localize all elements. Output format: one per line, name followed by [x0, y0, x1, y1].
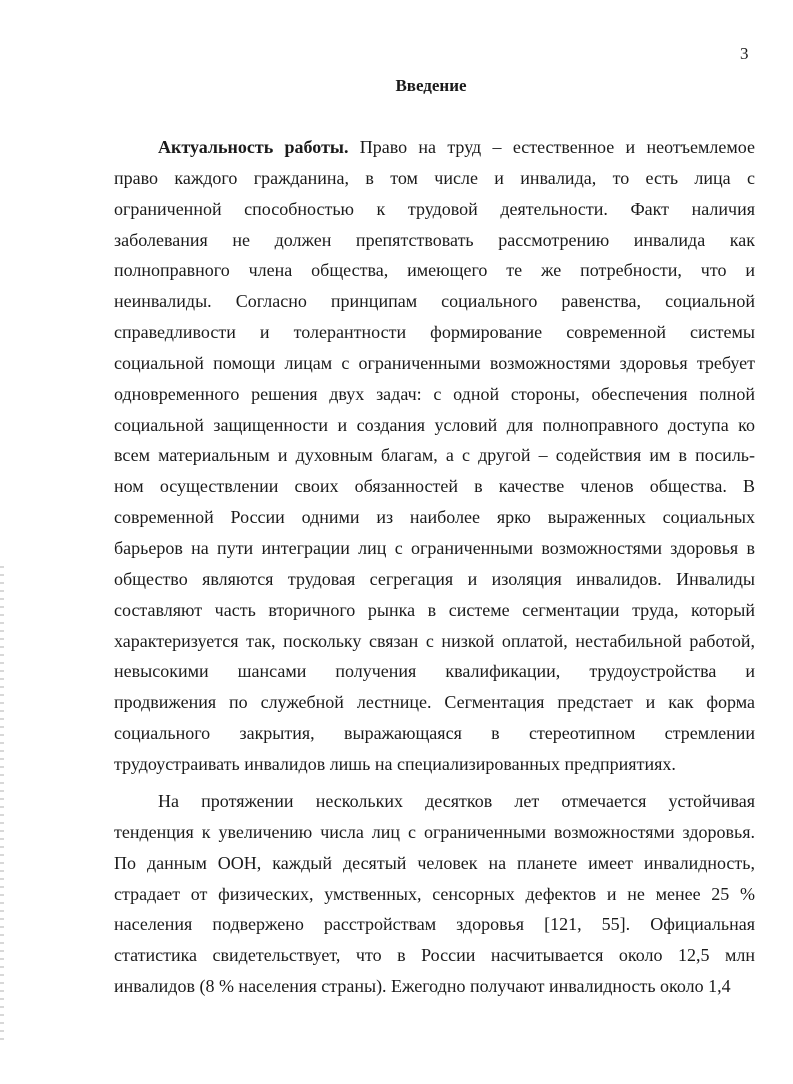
line-text: одновременного решения двух задач: с одной стороны, обеспечения полной — [114, 383, 755, 404]
line-text: инвалидов (8 % населения страны). Ежегодно получают инвалидность около 1,4 — [114, 976, 731, 997]
text-line — [114, 749, 755, 780]
text-line — [114, 502, 755, 533]
text-line — [114, 909, 755, 940]
line-text: По данным ООН, каждый десятый человек на планете имеет инвалидность, — [114, 852, 755, 873]
text-line — [114, 533, 755, 564]
line-text: барьеров на пути интеграции лиц с ограниченными возможностями здоровья в — [114, 537, 755, 558]
line-text: ном осуществлении своих обязанностей в качестве членов общества. В — [114, 476, 755, 497]
text-line — [114, 971, 755, 1002]
line-text: справедливости и толерантности формирование современной системы — [114, 322, 755, 343]
line-text: полноправного члена общества, имеющего те же потребности, что и — [114, 260, 755, 281]
text-line — [114, 410, 755, 441]
line-text: Право на труд – естественное и неотъемлемое — [348, 137, 755, 157]
text-line — [114, 786, 755, 817]
text-line — [114, 194, 755, 225]
line-text: трудоустраивать инвалидов лишь на специализированных предприятиях. — [114, 753, 676, 774]
text-line — [114, 440, 755, 471]
text-line — [114, 626, 755, 657]
line-text: На протяжении нескольких десятков лет отмечается устойчивая — [158, 791, 755, 811]
line-text: характеризуется так, поскольку связан с низкой оплатой, нестабильной работой, — [114, 630, 755, 651]
line-text: статистика свидетельствует, что в России насчитывается около 12,5 млн — [114, 945, 755, 966]
text-line — [114, 940, 755, 971]
scan-edge — [0, 560, 4, 1040]
paragraph-relevance — [114, 132, 755, 780]
text-line — [114, 595, 755, 626]
line-text: неинвалиды. Согласно принципам социального равенства, социальной — [114, 291, 755, 312]
text-line — [114, 879, 755, 910]
paragraph-statistics — [114, 786, 755, 1002]
text-line — [114, 718, 755, 749]
text-line — [114, 379, 755, 410]
line-text: невысокими шансами получения квалификации, трудоустройства и — [114, 661, 755, 682]
text-line — [114, 286, 755, 317]
text-line — [114, 132, 755, 163]
line-text: право каждого гражданина, в том числе и инвалида, то есть лица с — [114, 167, 755, 188]
line-text: заболевания не должен препятствовать рассмотрению инвалида как — [114, 229, 755, 250]
line-text: общество являются трудовая сегрегация и изоляция инвалидов. Инвалиды — [114, 568, 755, 589]
text-line — [114, 225, 755, 256]
line-text: современной России одними из наиболее ярко выраженных социальных — [114, 507, 755, 528]
text-line — [114, 817, 755, 848]
text-line — [114, 255, 755, 286]
text-line — [114, 687, 755, 718]
line-text: ограниченной способностью к трудовой деятельности. Факт наличия — [114, 198, 755, 219]
section-title: Введение — [395, 76, 467, 95]
text-line — [114, 348, 755, 379]
text-line — [114, 317, 755, 348]
text-line — [114, 848, 755, 879]
text-line — [114, 564, 755, 595]
line-text: тенденция к увеличению числа лиц с ограниченными возможностями здоровья. — [114, 821, 755, 842]
line-text: страдает от физических, умственных, сенсорных дефектов и не менее 25 % — [114, 883, 755, 904]
page-number: 3 — [740, 44, 749, 63]
lead-heading: Актуальность работы. — [158, 137, 349, 157]
text-line — [114, 471, 755, 502]
line-text: населения подвержено расстройствам здоровья [121, 55]. Официальная — [114, 914, 755, 935]
line-text: продвижения по служебной лестнице. Сегментация предстает и как форма — [114, 692, 755, 713]
text-line — [114, 656, 755, 687]
line-text: социального закрытия, выражающаяся в стереотипном стремлении — [114, 723, 755, 744]
line-text: составляют часть вторичного рынка в системе сегментации труда, который — [114, 599, 755, 620]
line-text: социальной защищенности и создания условий для полноправного доступа ко — [114, 414, 755, 435]
line-text: всем материальным и духовным благам, а с другой – содействия им в посиль- — [114, 445, 755, 466]
line-text: социальной помощи лицам с ограниченными возможностями здоровья требует — [114, 352, 755, 373]
text-line — [114, 163, 755, 194]
